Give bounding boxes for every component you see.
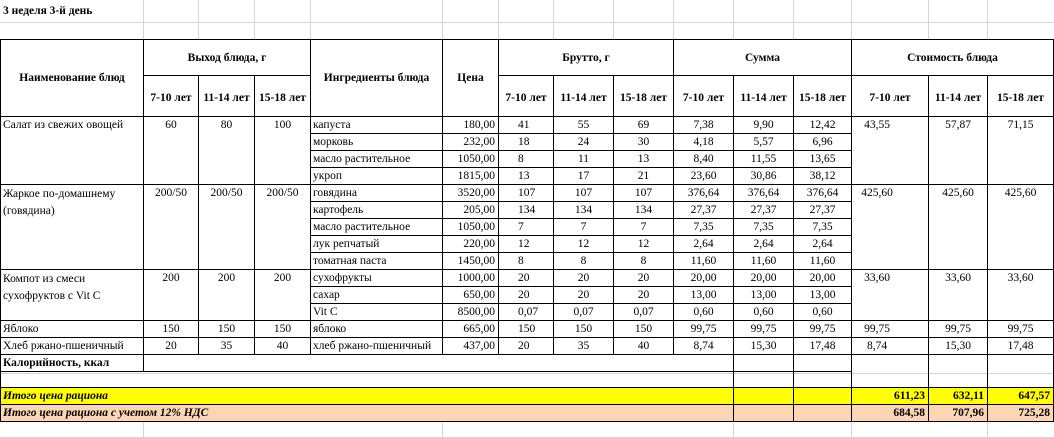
ingredient-name: укроп — [313, 170, 342, 182]
dish-output: 200 — [162, 272, 180, 284]
ingredient-price: 650,00 — [463, 289, 495, 301]
border-line — [310, 218, 851, 219]
brutto-value: 8 — [518, 255, 524, 267]
sum-value: 0,60 — [693, 306, 714, 318]
border-line — [0, 184, 1054, 185]
header-sum-age-15-18: 15-18 лет — [799, 92, 846, 104]
sum-value: 7,35 — [753, 221, 774, 233]
gridline — [793, 0, 794, 39]
dish-cost: 15,30 — [945, 340, 971, 352]
ingredient-name: масло растительное — [313, 221, 411, 233]
border-line — [793, 387, 794, 421]
ingredient-name: масло растительное — [313, 153, 411, 165]
dish-output: 150 — [217, 323, 236, 335]
sum-value: 13,00 — [750, 289, 777, 301]
gridline — [310, 0, 311, 39]
brutto-value: 107 — [574, 187, 593, 199]
border-line — [0, 354, 1054, 355]
border-line — [0, 39, 1, 421]
total-vat-value: 684,58 — [893, 407, 925, 419]
header-sum-age-7-10: 7-10 лет — [682, 92, 725, 104]
gridline — [928, 0, 929, 39]
sum-value: 6,96 — [812, 136, 833, 148]
sum-value: 17,48 — [809, 340, 836, 352]
sum-value: 376,64 — [687, 187, 720, 199]
dish-name: Компот из смеси сухофруктов с Vit C — [3, 273, 101, 302]
brutto-value: 18 — [518, 136, 530, 148]
ingredient-price: 232,00 — [463, 136, 495, 148]
brutto-value: 150 — [518, 323, 536, 335]
brutto-value: 0,07 — [573, 306, 594, 318]
gridline — [851, 0, 852, 39]
sum-value: 20,00 — [809, 272, 836, 284]
brutto-value: 20 — [518, 272, 530, 284]
dish-cost: 8,74 — [866, 340, 888, 352]
brutto-value: 24 — [577, 136, 590, 148]
ingredient-name: картофель — [313, 204, 364, 216]
brutto-value: 30 — [637, 136, 650, 148]
dish-cost: 33,60 — [864, 272, 890, 284]
header-cost-age-15-18: 15-18 лет — [997, 92, 1044, 104]
sum-value: 27,37 — [750, 204, 777, 216]
border-line — [498, 75, 1054, 76]
border-line — [310, 235, 851, 236]
header-output: Выход блюда, г — [187, 52, 267, 64]
sum-value: 0,60 — [812, 306, 833, 318]
ingredient-price: 437,00 — [463, 340, 495, 352]
dish-output: 80 — [220, 119, 233, 131]
dish-cost: 425,60 — [861, 187, 893, 199]
border-line — [0, 404, 1054, 405]
border-line — [0, 269, 1054, 270]
brutto-value: 8 — [518, 153, 524, 165]
sum-value: 11,60 — [809, 255, 836, 267]
brutto-value: 11 — [577, 153, 590, 165]
dish-cost: 99,75 — [864, 323, 890, 335]
brutto-value: 13 — [518, 170, 530, 182]
border-line — [498, 39, 499, 354]
dish-cost: 99,75 — [945, 323, 971, 335]
ingredient-price: 1000,00 — [457, 272, 495, 284]
border-line — [733, 387, 734, 421]
total-label: Итого цена рациона — [3, 390, 109, 402]
header-cost-age-11-14: 11-14 лет — [934, 92, 982, 104]
ingredient-price: 665,00 — [463, 323, 495, 335]
dish-output: 200/50 — [155, 187, 187, 199]
sum-value: 376,64 — [806, 187, 839, 199]
header-brutto-age-7-10: 7-10 лет — [505, 92, 547, 104]
brutto-value: 20 — [637, 272, 650, 284]
gridline — [987, 0, 988, 39]
brutto-value: 0,07 — [633, 306, 654, 318]
brutto-value: 20 — [577, 272, 590, 284]
ingredient-name: сухофрукты — [313, 272, 372, 284]
dish-output: 200/50 — [266, 187, 299, 199]
header-price: Цена — [457, 72, 484, 84]
sum-value: 13,00 — [809, 289, 836, 301]
total-vat-label: Итого цена рациона с учетом 12% НДС — [3, 407, 209, 419]
sum-value: 15,30 — [750, 340, 777, 352]
gridline — [553, 0, 554, 39]
dish-cost: 99,75 — [1007, 323, 1034, 335]
brutto-value: 134 — [634, 204, 653, 216]
header-sum-age-11-14: 11-14 лет — [740, 92, 787, 104]
sum-value: 30,86 — [750, 170, 777, 182]
brutto-value: 55 — [577, 119, 590, 131]
sum-value: 4,18 — [693, 136, 714, 148]
brutto-value: 7 — [518, 221, 524, 233]
header-output-age-11-14: 11-14 лет — [203, 92, 250, 104]
total-value: 647,57 — [1018, 390, 1050, 402]
ingredient-price: 1050,00 — [457, 153, 495, 165]
sum-value: 5,57 — [753, 136, 774, 148]
gridline — [498, 0, 499, 39]
sum-value: 20,00 — [750, 272, 777, 284]
header-brutto-age-15-18: 15-18 лет — [620, 92, 667, 104]
calories-label: Калорийность, ккал — [3, 357, 110, 369]
sum-value: 99,75 — [809, 323, 836, 335]
gridline — [0, 373, 1054, 374]
sum-value: 13,65 — [809, 153, 836, 165]
ingredient-price: 1450,00 — [457, 255, 495, 267]
ingredient-name: томатная паста — [313, 255, 387, 267]
ingredient-name: сахар — [313, 289, 340, 301]
border-line — [310, 252, 851, 253]
sum-value: 11,55 — [750, 153, 777, 165]
dish-output: 150 — [162, 323, 180, 335]
sum-value: 38,12 — [809, 170, 836, 182]
brutto-value: 21 — [637, 170, 650, 182]
ingredient-name: морковь — [313, 136, 354, 148]
sum-value: 7,35 — [693, 221, 714, 233]
border-line — [0, 387, 1054, 388]
sum-value: 20,00 — [690, 272, 717, 284]
dish-cost: 43,55 — [864, 119, 890, 131]
dish-output: 35 — [220, 340, 233, 352]
brutto-value: 134 — [574, 204, 593, 216]
gridline — [442, 421, 443, 438]
gridline — [442, 0, 443, 39]
brutto-value: 17 — [577, 170, 590, 182]
gridline — [733, 0, 734, 39]
dish-cost: 33,60 — [1007, 272, 1034, 284]
sum-value: 99,75 — [750, 323, 777, 335]
header-output-age-7-10: 7-10 лет — [150, 92, 192, 104]
header-cost: Стоимость блюда — [907, 52, 998, 64]
border-line — [0, 320, 1054, 321]
border-line — [0, 116, 1054, 117]
brutto-value: 20 — [518, 340, 530, 352]
brutto-value: 20 — [637, 289, 650, 301]
sum-value: 11,60 — [750, 255, 777, 267]
sum-value: 7,35 — [812, 221, 833, 233]
border-line — [0, 371, 851, 372]
brutto-value: 107 — [634, 187, 653, 199]
sum-value: 8,40 — [693, 153, 714, 165]
dish-name: Салат из свежих овощей — [3, 119, 124, 131]
dish-name: Хлеб ржано-пшеничный — [3, 340, 124, 352]
dish-output: 200 — [217, 272, 236, 284]
dish-output: 100 — [273, 119, 292, 131]
sum-value: 23,60 — [690, 170, 717, 182]
dish-name: Жаркое по-домашнему (говядина) — [3, 188, 116, 217]
dish-cost: 425,60 — [942, 187, 974, 199]
sheet-title: 3 неделя 3-й день — [3, 5, 93, 17]
ingredient-price: 220,00 — [463, 238, 495, 250]
brutto-value: 41 — [518, 119, 530, 131]
sum-value: 13,00 — [690, 289, 717, 301]
border-line — [0, 39, 1054, 40]
border-line — [254, 75, 255, 354]
brutto-value: 7 — [640, 221, 647, 233]
ingredient-price: 1815,00 — [457, 170, 495, 182]
border-line — [198, 75, 199, 354]
gridline — [613, 0, 614, 39]
ingredient-name: капуста — [313, 119, 351, 131]
ingredient-price: 180,00 — [463, 119, 495, 131]
border-line — [310, 201, 851, 202]
dish-cost: 33,60 — [945, 272, 971, 284]
brutto-value: 8 — [640, 255, 647, 267]
header-output-age-15-18: 15-18 лет — [259, 92, 306, 104]
brutto-value: 12 — [577, 238, 590, 250]
ingredient-price: 205,00 — [463, 204, 495, 216]
border-line — [143, 75, 310, 76]
sum-value: 2,64 — [812, 238, 833, 250]
dish-output: 200 — [273, 272, 292, 284]
dish-cost: 17,48 — [1007, 340, 1034, 352]
brutto-value: 20 — [577, 289, 590, 301]
ingredient-name: хлеб ржано-пшеничный — [313, 340, 432, 352]
dish-name: Яблоко — [3, 323, 39, 335]
sum-value: 2,64 — [693, 238, 714, 250]
dish-cost: 57,87 — [945, 119, 971, 131]
gridline — [143, 421, 144, 438]
border-line — [310, 286, 851, 287]
sum-value: 12,42 — [809, 119, 836, 131]
ingredient-price: 3520,00 — [457, 187, 495, 199]
sum-value: 2,64 — [753, 238, 774, 250]
dish-output: 40 — [276, 340, 289, 352]
sum-value: 27,37 — [809, 204, 836, 216]
brutto-value: 0,07 — [518, 306, 539, 318]
border-line — [310, 303, 851, 304]
total-value: 611,23 — [894, 390, 925, 402]
sum-value: 27,37 — [690, 204, 717, 216]
header-name: Наименование блюд — [19, 72, 125, 84]
sum-value: 8,74 — [693, 340, 714, 352]
sum-value: 11,60 — [690, 255, 717, 267]
total-vat-value: 725,28 — [1018, 407, 1050, 419]
gridline — [851, 421, 852, 438]
gridline — [733, 421, 734, 438]
brutto-value: 134 — [518, 204, 536, 216]
sum-value: 0,60 — [753, 306, 774, 318]
header-cost-age-7-10: 7-10 лет — [869, 92, 911, 104]
total-value: 632,11 — [953, 390, 984, 402]
header-brutto: Брутто, г — [562, 52, 610, 64]
sum-value: 7,38 — [693, 119, 714, 131]
brutto-value: 13 — [637, 153, 650, 165]
ingredient-name: Vit C — [313, 306, 338, 318]
dish-cost: 425,60 — [1004, 187, 1037, 199]
brutto-value: 12 — [637, 238, 650, 250]
dish-cost: 71,15 — [1007, 119, 1034, 131]
dish-output: 150 — [273, 323, 292, 335]
header-ingredients: Ингредиенты блюда — [323, 72, 430, 84]
gridline — [987, 421, 988, 438]
brutto-value: 8 — [580, 255, 587, 267]
ingredient-name: яблоко — [313, 323, 347, 335]
brutto-value: 150 — [574, 323, 593, 335]
header-brutto-age-11-14: 11-14 лет — [560, 92, 607, 104]
brutto-value: 40 — [637, 340, 650, 352]
ingredient-name: лук репчатый — [313, 238, 380, 250]
brutto-value: 7 — [580, 221, 587, 233]
border-line — [0, 337, 1054, 338]
border-line — [0, 421, 1054, 422]
brutto-value: 12 — [518, 238, 530, 250]
brutto-value: 107 — [518, 187, 536, 199]
dish-output: 200/50 — [210, 187, 243, 199]
gridline — [0, 22, 1054, 23]
ingredient-price: 8500,00 — [457, 306, 495, 318]
brutto-value: 35 — [577, 340, 590, 352]
border-line — [310, 167, 851, 168]
brutto-value: 20 — [518, 289, 530, 301]
sum-value: 376,64 — [747, 187, 780, 199]
dish-output: 20 — [165, 340, 177, 352]
border-line — [310, 133, 851, 134]
ingredient-name: говядина — [313, 187, 358, 199]
brutto-value: 150 — [634, 323, 653, 335]
sum-value: 99,75 — [690, 323, 717, 335]
dish-output: 60 — [165, 119, 177, 131]
sum-value: 9,90 — [753, 119, 774, 131]
header-sum: Сумма — [745, 52, 780, 64]
border-line — [310, 150, 851, 151]
border-line — [310, 39, 311, 354]
total-vat-value: 707,96 — [952, 407, 984, 419]
gridline — [673, 0, 674, 39]
brutto-value: 69 — [637, 119, 650, 131]
ingredient-price: 1050,00 — [457, 221, 495, 233]
